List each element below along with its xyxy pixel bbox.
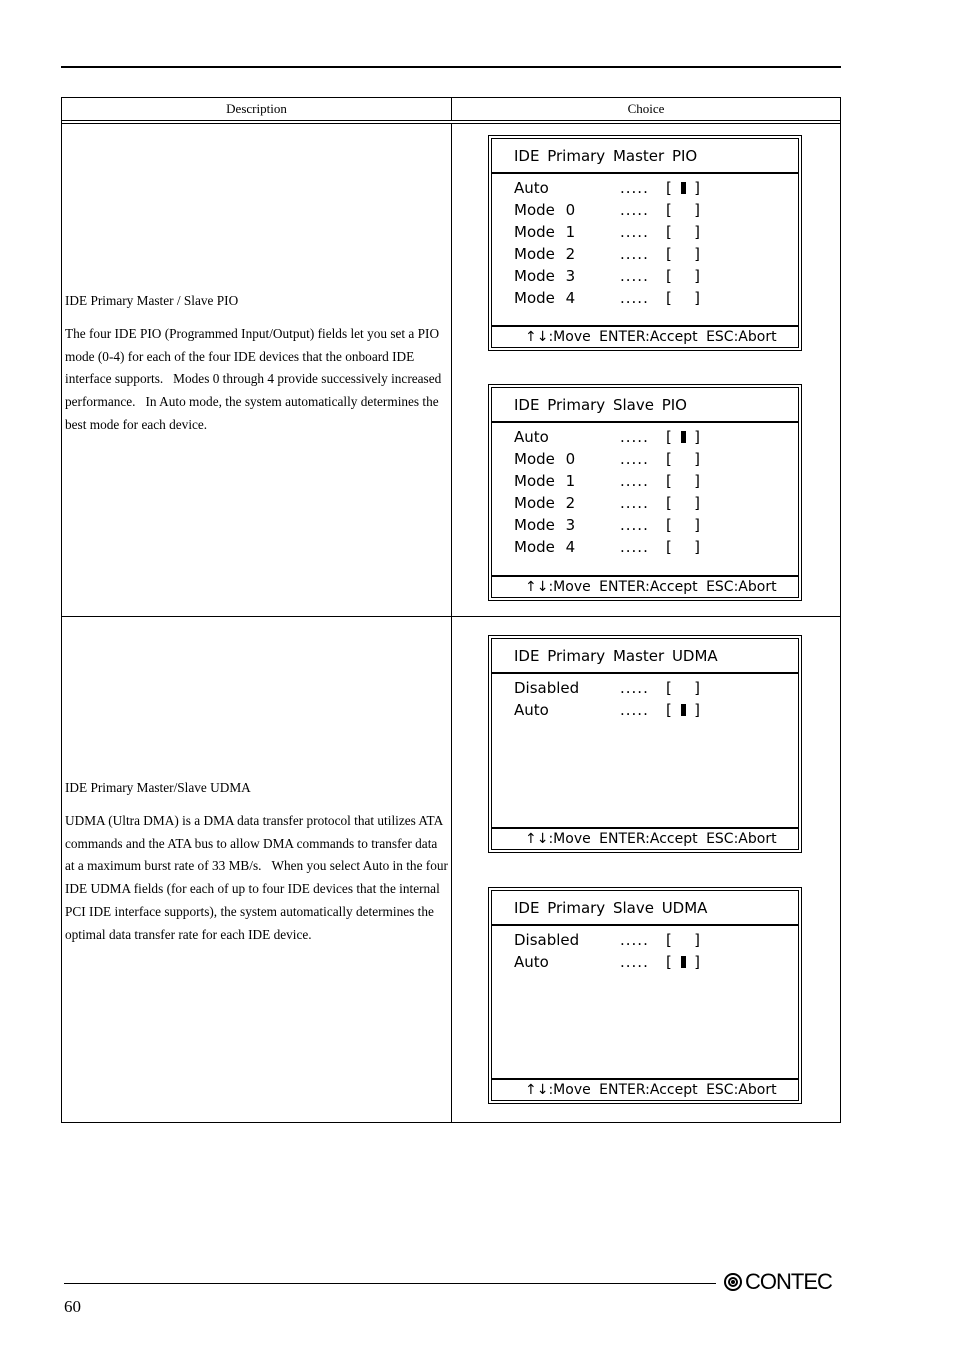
bracket-open: [	[666, 679, 672, 697]
contec-logo-icon	[724, 1273, 742, 1291]
bios-option[interactable]	[492, 951, 798, 973]
header-description: Description	[62, 98, 452, 120]
empty-marker	[681, 931, 686, 949]
bios-option-dots: .....	[620, 289, 649, 307]
bios-option-label: Mode 2	[514, 494, 576, 512]
page-number: 60	[64, 1297, 81, 1316]
bios-option-checkbox[interactable]	[666, 516, 700, 534]
bracket-open: [	[666, 701, 672, 719]
bios-option[interactable]	[492, 492, 798, 514]
bios-option[interactable]	[492, 177, 798, 199]
setting-title: IDE Primary Master / Slave PIO	[65, 293, 239, 308]
bios-options	[492, 674, 798, 721]
bios-option-label: Disabled	[514, 931, 580, 949]
bios-option[interactable]	[492, 287, 798, 309]
bracket-open: [	[666, 450, 672, 468]
bracket-close: ]	[694, 472, 700, 490]
bracket-open: [	[666, 267, 672, 285]
bracket-open: [	[666, 289, 672, 307]
bottom-rule	[64, 1283, 716, 1284]
bios-option-dots: .....	[620, 245, 649, 263]
bios-option-checkbox[interactable]	[666, 679, 700, 697]
empty-marker	[681, 450, 686, 468]
bracket-close: ]	[694, 289, 700, 307]
bios-option-dots: .....	[620, 953, 649, 971]
bios-menu-master-udma	[488, 635, 802, 853]
bios-option-label: Mode 1	[514, 472, 576, 490]
bracket-close: ]	[694, 223, 700, 241]
table-row	[62, 124, 840, 616]
bracket-open: [	[666, 472, 672, 490]
choice-cell	[452, 124, 840, 616]
bios-option-label: Mode 3	[514, 516, 576, 534]
bios-option[interactable]	[492, 221, 798, 243]
bios-option-checkbox[interactable]	[666, 201, 700, 219]
empty-marker	[681, 267, 686, 285]
bracket-close: ]	[694, 428, 700, 446]
empty-marker	[681, 516, 686, 534]
bios-menu-slave-pio	[488, 384, 802, 601]
bios-option-label: Mode 4	[514, 538, 576, 556]
bracket-open: [	[666, 538, 672, 556]
bios-option-label: Mode 2	[514, 245, 576, 263]
description-cell	[62, 124, 452, 616]
bios-menu-frame	[491, 638, 799, 850]
choice-cell	[452, 617, 840, 1122]
bracket-open: [	[666, 494, 672, 512]
bios-option-dots: .....	[620, 201, 649, 219]
bios-option-checkbox[interactable]	[666, 428, 700, 446]
bracket-close: ]	[694, 245, 700, 263]
bios-menu-title: IDE Primary Master UDMA	[492, 639, 798, 674]
bios-option[interactable]	[492, 426, 798, 448]
settings-table	[61, 97, 841, 1123]
bios-options	[492, 423, 798, 558]
bios-menu-footer: ↑↓:Move ENTER:Accept ESC:Abort	[492, 325, 798, 347]
selected-marker-icon	[681, 704, 686, 716]
bracket-close: ]	[694, 516, 700, 534]
bracket-open: [	[666, 179, 672, 197]
bios-menu-frame	[491, 387, 799, 598]
bios-option-label: Mode 0	[514, 201, 576, 219]
bios-option-checkbox[interactable]	[666, 223, 700, 241]
bracket-close: ]	[694, 931, 700, 949]
bios-menu-frame	[491, 138, 799, 348]
top-rule	[61, 66, 841, 68]
header-choice: Choice	[627, 101, 665, 116]
bios-option[interactable]	[492, 677, 798, 699]
description-text	[65, 290, 448, 437]
setting-title: IDE Primary Master/Slave UDMA	[65, 780, 251, 795]
bracket-open: [	[666, 516, 672, 534]
bios-option-label: Mode 1	[514, 223, 576, 241]
bios-option[interactable]	[492, 199, 798, 221]
bios-option-checkbox[interactable]	[666, 494, 700, 512]
bios-options	[492, 926, 798, 973]
bracket-close: ]	[694, 179, 700, 197]
bios-option-checkbox[interactable]	[666, 701, 700, 719]
contec-logo-text: CONTEC	[745, 1269, 832, 1294]
bios-option[interactable]	[492, 699, 798, 721]
selected-marker-icon	[681, 182, 686, 194]
bios-option-checkbox[interactable]	[666, 267, 700, 285]
bios-menu-title: IDE Primary Slave UDMA	[492, 891, 798, 926]
bios-option[interactable]	[492, 265, 798, 287]
contec-logo	[724, 1269, 832, 1295]
table-header	[62, 98, 840, 124]
bracket-open: [	[666, 953, 672, 971]
bios-option-checkbox[interactable]	[666, 953, 700, 971]
empty-marker	[681, 679, 686, 697]
bios-option-checkbox[interactable]	[666, 538, 700, 556]
bios-option-dots: .....	[620, 179, 649, 197]
bios-option-checkbox[interactable]	[666, 450, 700, 468]
bios-option[interactable]	[492, 536, 798, 558]
bios-option-label: Mode 0	[514, 450, 576, 468]
bracket-close: ]	[694, 201, 700, 219]
bracket-open: [	[666, 931, 672, 949]
bracket-close: ]	[694, 701, 700, 719]
bios-option[interactable]	[492, 929, 798, 951]
selected-marker-icon	[681, 956, 686, 968]
bracket-open: [	[666, 223, 672, 241]
bios-menu-master-pio	[488, 135, 802, 351]
description-cell	[62, 617, 452, 1122]
bios-option-checkbox[interactable]	[666, 245, 700, 263]
bios-option-label: Auto	[514, 701, 549, 719]
bios-option-label: Mode 3	[514, 267, 576, 285]
bios-option-dots: .....	[620, 931, 649, 949]
bios-option-label: Auto	[514, 953, 549, 971]
bios-option-dots: .....	[620, 472, 649, 490]
bracket-close: ]	[694, 494, 700, 512]
bios-menu-footer: ↑↓:Move ENTER:Accept ESC:Abort	[492, 827, 798, 849]
empty-marker	[681, 201, 686, 219]
table-row	[62, 616, 840, 1122]
bios-option-label: Mode 4	[514, 289, 576, 307]
bios-option-checkbox[interactable]	[666, 472, 700, 490]
bios-option-dots: .....	[620, 223, 649, 241]
bios-option-dots: .....	[620, 450, 649, 468]
bios-option-checkbox[interactable]	[666, 289, 700, 307]
description-text	[65, 777, 448, 947]
bracket-open: [	[666, 428, 672, 446]
bracket-close: ]	[694, 538, 700, 556]
bracket-open: [	[666, 201, 672, 219]
empty-marker	[681, 472, 686, 490]
setting-body: UDMA (Ultra DMA) is a DMA data transfer protocol that utilizes ATA commands and the ATA bus to allow DMA commands to transfer data at a maximum burst rate of 33 MB/s. When you select Auto in the four IDE UDMA fields (for each of up to four IDE devices that the internal PCI IDE interface supports), the system automatically determines the optimal data transfer rate for each IDE device.	[65, 812, 448, 942]
empty-marker	[681, 494, 686, 512]
bios-menu-title: IDE Primary Slave PIO	[492, 388, 798, 423]
empty-marker	[681, 538, 686, 556]
bracket-close: ]	[694, 679, 700, 697]
bios-option-dots: .....	[620, 428, 649, 446]
bios-option-dots: .....	[620, 494, 649, 512]
bios-option[interactable]	[492, 243, 798, 265]
empty-marker	[681, 289, 686, 307]
bios-option-checkbox[interactable]	[666, 931, 700, 949]
bracket-open: [	[666, 245, 672, 263]
bios-option-dots: .....	[620, 701, 649, 719]
bios-option-dots: .....	[620, 267, 649, 285]
bios-option[interactable]	[492, 448, 798, 470]
empty-marker	[681, 223, 686, 241]
bracket-close: ]	[694, 450, 700, 468]
empty-marker	[681, 245, 686, 263]
bios-menu-title: IDE Primary Master PIO	[492, 139, 798, 174]
bios-menu-footer: ↑↓:Move ENTER:Accept ESC:Abort	[492, 1078, 798, 1100]
selected-marker-icon	[681, 431, 686, 443]
bracket-close: ]	[694, 267, 700, 285]
setting-body: The four IDE PIO (Programmed Input/Output) fields let you set a PIO mode (0-4) for each of the four IDE devices that the onboard IDE interface supports. Modes 0 through 4 provide successively increased performance. In Auto mode, the system automatically determines the best mode for each device.	[65, 325, 442, 432]
bios-menu-slave-udma	[488, 887, 802, 1104]
bios-menu-footer: ↑↓:Move ENTER:Accept ESC:Abort	[492, 575, 798, 597]
bios-option-dots: .....	[620, 516, 649, 534]
bios-option-dots: .....	[620, 679, 649, 697]
bracket-close: ]	[694, 953, 700, 971]
bios-option[interactable]	[492, 470, 798, 492]
bios-option-dots: .....	[620, 538, 649, 556]
bios-option-checkbox[interactable]	[666, 179, 700, 197]
bios-options	[492, 174, 798, 309]
bios-option[interactable]	[492, 514, 798, 536]
bios-option-label: Auto	[514, 179, 549, 197]
bios-option-label: Disabled	[514, 679, 580, 697]
bios-option-label: Auto	[514, 428, 549, 446]
bios-menu-frame	[491, 890, 799, 1101]
